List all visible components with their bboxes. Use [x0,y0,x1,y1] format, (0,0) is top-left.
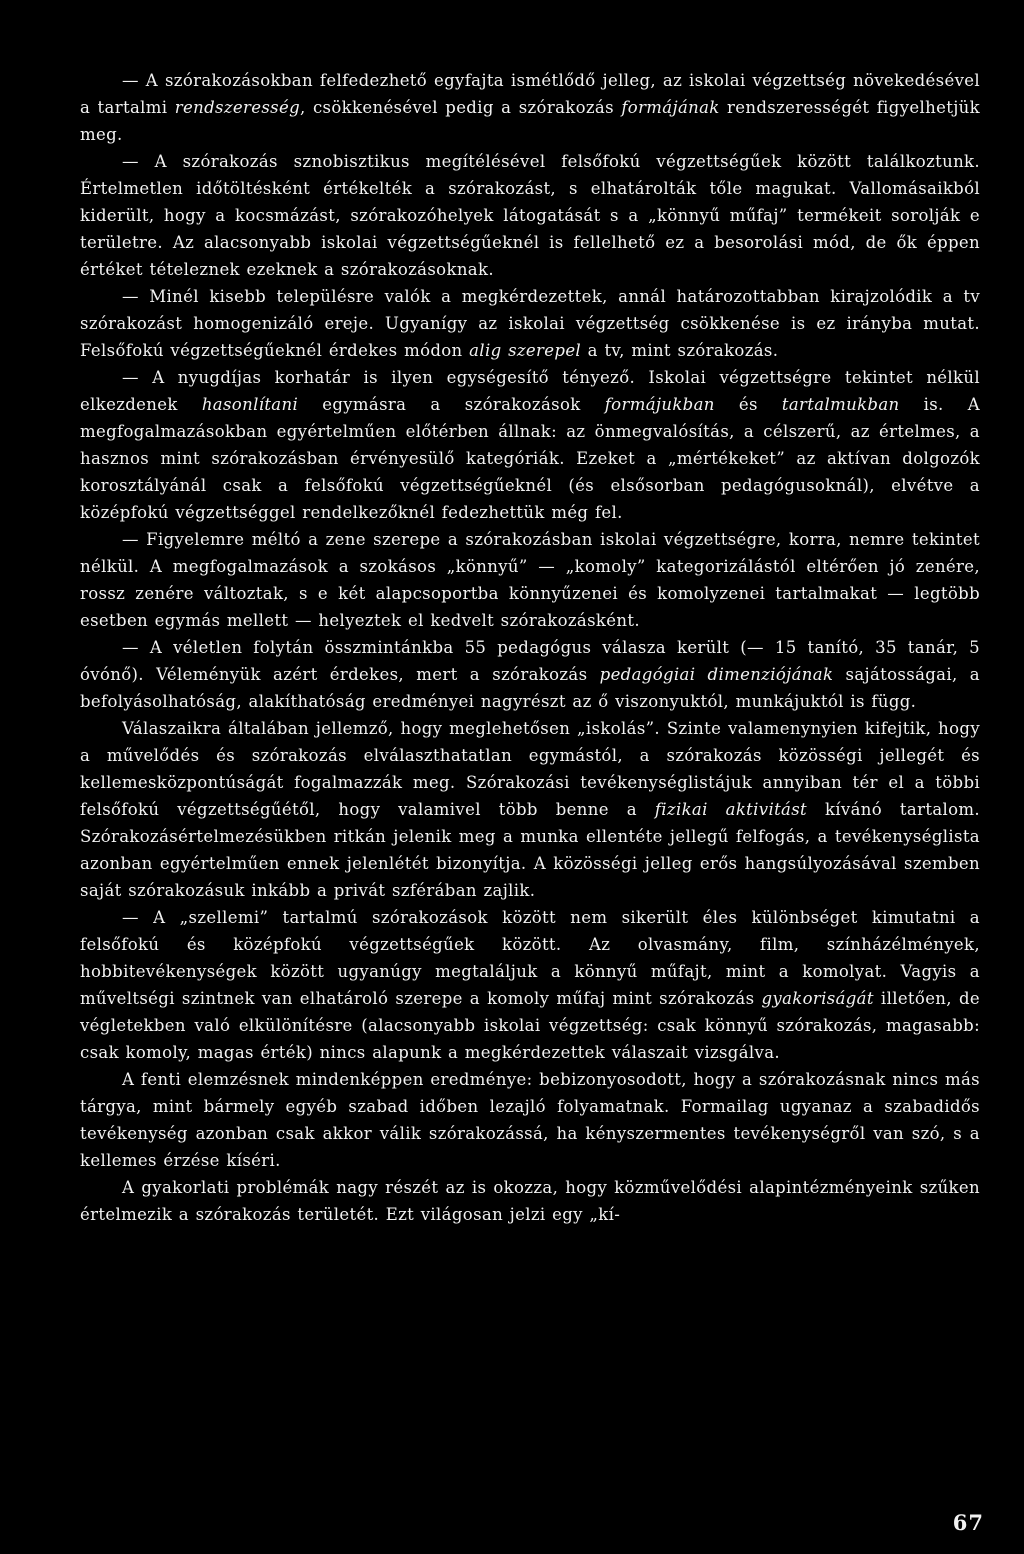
emphasized-text: pedagógiai dimenziójának [599,665,834,684]
text-run: egymásra a szórakozások [298,395,605,414]
paragraph [80,364,980,526]
paragraph [80,1066,980,1174]
text-run: — Minél kisebb településre valók a megkérdezettek, annál határozottabban kirajzolódik a tv szórakozást homogenizáló ereje. Ugyanígy az iskolai végzettség csökkenése is ez irányba mutat. Felsőfokú végzettségűeknél érdekes módon [80,287,980,360]
paragraph [80,283,980,364]
text-run: — A véletlen folytán összmintánkba 55 pedagógus válasza került (— 15 tanító, 35 tanár, 5 óvónő). Véleményük azért érdekes, mert a szórakozás [80,638,980,684]
text-run: a tv, mint szórakozás. [581,341,779,360]
emphasized-text: alig szerepel [469,341,582,360]
text-run: — A szórakozásokban felfedezhető egyfajta ismétlődő jelleg, az iskolai végzettség növekedésével a tartalmi [80,71,980,117]
paragraph [80,634,980,715]
text-run: sajátosságai, a befolyásolhatóság, alakíthatóság eredményei nagyrészt az ő viszonyuktól, munkájuktól is függ. [80,665,980,711]
paragraph [80,526,980,634]
emphasized-text: rendszeresség [174,98,300,117]
emphasized-text: gyakoriságát [761,989,874,1008]
paragraph [80,1174,980,1228]
text-run: kívánó tartalom. Szórakozásértelmezésükben ritkán jelenik meg a munka ellentéte jellegű felfogás, a tevékenységlista azonban egyértelműen ennek jelenlétét bizonyítja. A közösségi jelleg erős hangsúlyozásával szemben saját szórakozásuk inkább a privát szférában zajlik. [80,800,981,900]
document-body [80,67,980,1228]
emphasized-text: fizikai aktivitást [654,800,808,819]
paragraph [80,715,980,904]
page-number: 67 [952,1510,984,1535]
emphasized-text: hasonlítani [201,395,299,414]
text-run: — A „szellemi” tartalmú szórakozások között nem sikerült éles különbséget kimutatni a felsőfokú és középfokú végzettségűek között. Az olvasmány, film, színházélmények, hobbitevékenységek között ugyanúgy megtaláljuk a könnyű műfajt, mint a komolyat. Vagyis a műveltségi szintnek van elhatároló szerepe a komoly műfaj mint szórakozás [80,908,980,1008]
paragraph [80,904,980,1066]
text-run: és [714,395,782,414]
text-run: is. A megfogalmazásokban egyértelműen előtérben állnak: az önmegvalósítás, a célszerű, az értelmes, a hasznos mint szórakozásban érvényesülő kategóriák. Ezeket a „mértékeket” az aktívan dolgozók korosztályánál csak a felsőfokú végzettségűeknél (és elsősorban pedagógusoknál), elvétve a középfokú végzettséggel rendelkezőknél fedezhettük még fel. [80,395,981,522]
text-run: A gyakorlati problémák nagy részét az is okozza, hogy közművelődési alapintézményeink szűken értelmezik a szórakozás területét. Ezt világosan jelzi egy „kí- [80,1178,980,1224]
paragraph [80,148,980,283]
text-run: , csökkenésével pedig a szórakozás [300,98,622,117]
text-run: illetően, de végletekben való elkülönítésre (alacsonyabb iskolai végzettség: csak könnyű szórakozás, magasabb: csak komoly, magas érték) nincs alapunk a megkérdezettek válaszait vizsgálva. [80,989,980,1062]
text-run: A fenti elemzésnek mindenképpen eredménye: bebizonyosodott, hogy a szórakozásnak nincs más tárgya, mint bármely egyéb szabad időben lezajló folyamatnak. Formailag ugyanaz a szabadidős tevékenység azonban csak akkor válik szórakozássá, ha kényszermentes tevékenységről van szó, s a kellemes érzése kíséri. [80,1070,980,1170]
text-run: rendszerességét figyelhetjük meg. [80,98,980,144]
emphasized-text: formájukban [604,395,715,414]
text-run: — A szórakozás sznobisztikus megítélésével felsőfokú végzettségűek között találkoztunk. Értelmetlen időtöltésként értékelték a szórakozást, s elhatárolták tőle magukat. Vallomásaikból kiderült, hogy a kocsmázást, szórakozóhelyek látogatását s a „könnyű műfaj” termékeit sorolják e területre. Az alacsonyabb iskolai végzettségűeknél is fellelhető ez a besorolási mód, de ők éppen értéket tételeznek ezeknek a szórakozásoknak. [80,152,980,279]
text-run: — Figyelemre méltó a zene szerepe a szórakozásban iskolai végzettségre, korra, nemre tekintet nélkül. A megfogalmazások a szokásos „könnyű” — „komoly” kategorizálástól eltérően jó zenére, rossz zenére változtak, s e két alapcsoportba könnyűzenei és komolyzenei tartalmakat — legtöbb esetben egymás mellett — helyeztek el kedvelt szórakozásként. [80,530,980,630]
emphasized-text: tartalmukban [781,395,900,414]
text-run: Válaszaikra általában jellemző, hogy meglehetősen „iskolás”. Szinte valamenynyien kifejtik, hogy a művelődés és szórakozás elválaszthatatlan egymástól, a szórakozás közösségi jellegét és kellemesközpontúságát fogalmazzák meg. Szórakozási tevékenységlistájuk annyiban tér el a többi felsőfokú végzettségűétől, hogy valamivel több benne a [80,719,980,819]
emphasized-text: formájának [621,98,720,117]
paragraph [80,67,980,148]
text-run: — A nyugdíjas korhatár is ilyen egységesítő tényező. Iskolai végzettségre tekintet nélkül elkezdenek [80,368,980,414]
